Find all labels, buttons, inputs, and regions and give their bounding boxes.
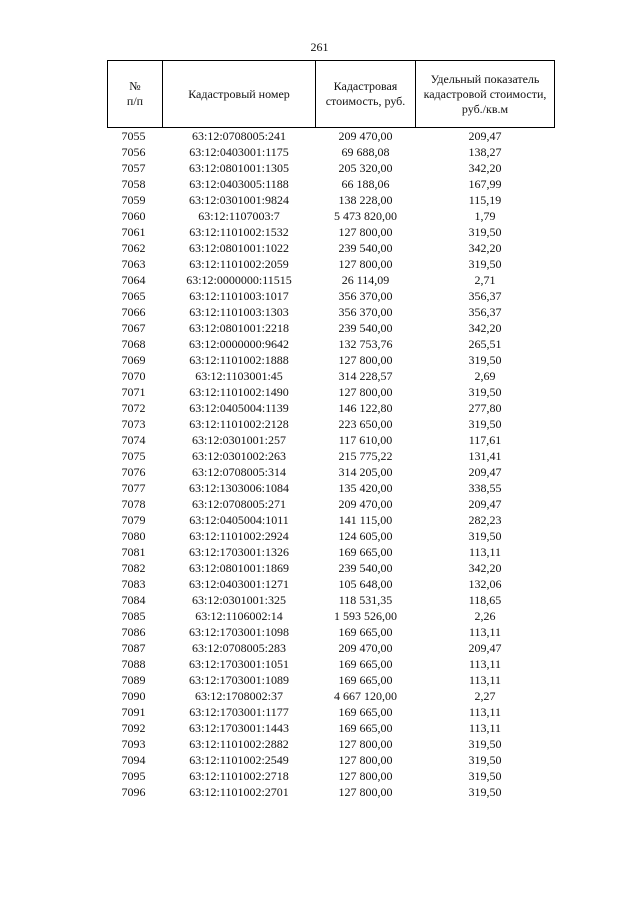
table-row xyxy=(108,624,555,640)
cadastral-number: 63:12:1703001:1089 xyxy=(188,673,289,687)
row-number: 7087 xyxy=(121,641,146,655)
table-row xyxy=(108,576,555,592)
cadastral-number: 63:12:0403005:1188 xyxy=(189,177,289,191)
cadastral-number: 63:12:1703001:1177 xyxy=(189,705,289,719)
cadastral-value: 169 665,00 xyxy=(338,625,393,639)
cadastral-value: 239 540,00 xyxy=(338,321,393,335)
row-number: 7084 xyxy=(121,593,146,607)
cadastral-value: 127 800,00 xyxy=(338,225,393,239)
table-row xyxy=(108,528,555,544)
table-row xyxy=(108,512,555,528)
table-row xyxy=(108,144,555,160)
cadastral-value: 127 800,00 xyxy=(338,257,393,271)
specific-indicator: 319,50 xyxy=(468,417,502,431)
cadastral-number: 63:12:1101002:2059 xyxy=(189,257,289,271)
cadastral-number: 63:12:1101002:2549 xyxy=(189,753,289,767)
cadastral-value: 141 115,00 xyxy=(338,513,393,527)
specific-indicator: 167,99 xyxy=(468,177,502,191)
specific-indicator: 132,06 xyxy=(468,577,502,591)
cadastral-number: 63:12:0405004:1011 xyxy=(189,513,289,527)
cadastral-number: 63:12:1106002:14 xyxy=(195,609,283,623)
cadastral-value: 4 667 120,00 xyxy=(334,689,397,703)
specific-indicator: 319,50 xyxy=(468,737,502,751)
table-row xyxy=(108,688,555,704)
cadastral-value: 1 593 526,00 xyxy=(334,609,397,623)
specific-indicator: 319,50 xyxy=(468,385,502,399)
specific-indicator: 319,50 xyxy=(468,257,502,271)
row-number: 7068 xyxy=(121,337,146,351)
specific-indicator: 113,11 xyxy=(468,705,502,719)
table-row xyxy=(108,368,555,384)
row-number: 7085 xyxy=(121,609,146,623)
table-row xyxy=(108,608,555,624)
cadastral-number: 63:12:0708005:241 xyxy=(191,129,286,143)
row-number: 7096 xyxy=(121,785,146,799)
cadastral-value: 314 205,00 xyxy=(338,465,393,479)
table-row xyxy=(108,672,555,688)
row-number: 7090 xyxy=(121,689,146,703)
table-row xyxy=(108,288,555,304)
specific-indicator: 319,50 xyxy=(468,785,502,799)
row-number: 7071 xyxy=(121,385,146,399)
row-number: 7076 xyxy=(121,465,146,479)
row-number: 7065 xyxy=(121,289,146,303)
header-num: № п/п xyxy=(108,61,163,128)
cadastral-number: 63:12:1303006:1084 xyxy=(188,481,289,495)
cadastral-value: 135 420,00 xyxy=(338,481,393,495)
cadastral-value: 66 188,06 xyxy=(341,177,390,191)
cadastral-value: 356 370,00 xyxy=(338,305,393,319)
specific-indicator: 319,50 xyxy=(468,353,502,367)
row-number: 7082 xyxy=(121,561,146,575)
cadastral-value: 118 531,35 xyxy=(338,593,393,607)
row-number: 7077 xyxy=(121,481,146,495)
page-number: 261 xyxy=(310,40,329,54)
table-row xyxy=(108,480,555,496)
cadastral-number: 63:12:0708005:314 xyxy=(191,465,286,479)
cadastral-number: 63:12:1103001:45 xyxy=(195,369,283,383)
cadastral-value: 5 473 820,00 xyxy=(334,209,397,223)
row-number: 7059 xyxy=(121,193,146,207)
cadastral-value: 169 665,00 xyxy=(338,545,393,559)
specific-indicator: 113,11 xyxy=(468,673,502,687)
cadastral-number: 63:12:0301001:325 xyxy=(191,593,286,607)
row-number: 7069 xyxy=(121,353,146,367)
cadastral-value: 239 540,00 xyxy=(338,241,393,255)
row-number: 7067 xyxy=(121,321,146,335)
row-number: 7088 xyxy=(121,657,146,671)
row-number: 7057 xyxy=(121,161,146,175)
cadastral-number: 63:12:0301001:9824 xyxy=(188,193,289,207)
row-number: 7066 xyxy=(121,305,146,319)
row-number: 7086 xyxy=(121,625,146,639)
cadastral-value: 127 800,00 xyxy=(338,785,393,799)
cadastral-value: 356 370,00 xyxy=(338,289,393,303)
cadastral-number: 63:12:1703001:1098 xyxy=(188,625,289,639)
row-number: 7075 xyxy=(121,449,146,463)
specific-indicator: 277,80 xyxy=(468,401,502,415)
specific-indicator: 2,71 xyxy=(474,273,496,287)
cadastral-value: 26 114,09 xyxy=(341,273,390,287)
specific-indicator: 265,51 xyxy=(468,337,502,351)
cadastral-value: 124 605,00 xyxy=(338,529,393,543)
table-row xyxy=(108,320,555,336)
table-row xyxy=(108,160,555,176)
cadastral-value: 127 800,00 xyxy=(338,737,393,751)
cadastral-number: 63:12:0000000:9642 xyxy=(188,337,289,351)
cadastral-number: 63:12:1703001:1051 xyxy=(188,657,289,671)
table-row xyxy=(108,560,555,576)
cadastral-number: 63:12:1101002:1888 xyxy=(189,353,289,367)
cadastral-value: 205 320,00 xyxy=(338,161,393,175)
table-row xyxy=(108,768,555,784)
cadastral-number: 63:12:1703001:1443 xyxy=(188,721,289,735)
table-row xyxy=(108,304,555,320)
row-number: 7072 xyxy=(121,401,146,415)
table-row xyxy=(108,784,555,800)
cadastral-number: 63:12:0801001:2218 xyxy=(188,321,289,335)
row-number: 7083 xyxy=(121,577,146,591)
specific-indicator: 342,20 xyxy=(468,241,502,255)
row-number: 7073 xyxy=(121,417,146,431)
table-row xyxy=(108,128,555,145)
specific-indicator: 113,11 xyxy=(468,721,502,735)
cadastral-value: 117 610,00 xyxy=(338,433,393,447)
specific-indicator: 2,26 xyxy=(474,609,496,623)
cadastral-number: 63:12:1703001:1326 xyxy=(188,545,289,559)
specific-indicator: 342,20 xyxy=(468,321,502,335)
cadastral-value: 105 648,00 xyxy=(338,577,393,591)
row-number: 7095 xyxy=(121,769,146,783)
cadastral-value: 239 540,00 xyxy=(338,561,393,575)
specific-indicator: 319,50 xyxy=(468,225,502,239)
table-body xyxy=(108,128,555,801)
table-row xyxy=(108,720,555,736)
cadastral-value: 69 688,08 xyxy=(341,145,390,159)
specific-indicator: 115,19 xyxy=(468,193,502,207)
specific-indicator: 342,20 xyxy=(468,561,502,575)
cadastral-number: 63:12:0403001:1271 xyxy=(188,577,289,591)
cadastral-value: 146 122,80 xyxy=(338,401,393,415)
header-cadastral-value: Кадастровая стоимость, руб. xyxy=(316,61,416,128)
cadastral-value: 169 665,00 xyxy=(338,657,393,671)
row-number: 7080 xyxy=(121,529,146,543)
specific-indicator: 338,55 xyxy=(468,481,502,495)
table-row xyxy=(108,240,555,256)
table-row xyxy=(108,640,555,656)
cadastral-number: 63:12:0801001:1022 xyxy=(188,241,289,255)
cadastral-number: 63:12:1101002:1532 xyxy=(189,225,289,239)
specific-indicator: 356,37 xyxy=(468,305,502,319)
cadastral-number: 63:12:1101002:2701 xyxy=(189,785,289,799)
cadastral-number: 63:12:1101002:2882 xyxy=(189,737,289,751)
specific-indicator: 2,69 xyxy=(474,369,496,383)
specific-indicator: 131,41 xyxy=(468,449,502,463)
table-row xyxy=(108,336,555,352)
specific-indicator: 113,11 xyxy=(468,545,502,559)
cadastral-value: 223 650,00 xyxy=(338,417,393,431)
cadastral-value: 215 775,22 xyxy=(338,449,393,463)
table-row xyxy=(108,352,555,368)
specific-indicator: 319,50 xyxy=(468,769,502,783)
table-row xyxy=(108,400,555,416)
specific-indicator: 319,50 xyxy=(468,753,502,767)
table-row xyxy=(108,496,555,512)
cadastral-value: 127 800,00 xyxy=(338,769,393,783)
cadastral-value: 132 753,76 xyxy=(338,337,393,351)
cadastral-number: 63:12:0403001:1175 xyxy=(189,145,289,159)
table-row xyxy=(108,592,555,608)
table-row xyxy=(108,384,555,400)
cadastral-number: 63:12:0801001:1305 xyxy=(188,161,289,175)
cadastral-number: 63:12:1101003:1303 xyxy=(189,305,289,319)
specific-indicator: 209,47 xyxy=(468,497,502,511)
cadastral-value: 314 228,57 xyxy=(338,369,393,383)
row-number: 7055 xyxy=(121,129,146,143)
table-row xyxy=(108,272,555,288)
specific-indicator: 2,27 xyxy=(474,689,496,703)
table-row xyxy=(108,416,555,432)
cadastral-number: 63:12:1708002:37 xyxy=(194,689,283,703)
cadastral-value: 127 800,00 xyxy=(338,353,393,367)
table-row xyxy=(108,256,555,272)
specific-indicator: 356,37 xyxy=(468,289,502,303)
specific-indicator: 1,79 xyxy=(474,209,496,223)
header-cadastral-number: Кадастровый номер xyxy=(163,61,316,128)
cadastral-value: 138 228,00 xyxy=(338,193,393,207)
cadastral-value: 209 470,00 xyxy=(338,129,393,143)
table-row xyxy=(108,432,555,448)
cadastral-number: 63:12:1101002:1490 xyxy=(189,385,289,399)
table-row xyxy=(108,224,555,240)
table-row xyxy=(108,192,555,208)
specific-indicator: 319,50 xyxy=(468,529,502,543)
table-row xyxy=(108,704,555,720)
row-number: 7093 xyxy=(121,737,146,751)
specific-indicator: 342,20 xyxy=(468,161,502,175)
table-row xyxy=(108,736,555,752)
table-row xyxy=(108,544,555,560)
row-number: 7091 xyxy=(121,705,146,719)
specific-indicator: 118,65 xyxy=(468,593,502,607)
header-specific-indicator: Удельный показатель кадастровой стоимости, руб./кв.м xyxy=(416,61,555,128)
cadastral-number: 63:12:1101002:2924 xyxy=(189,529,289,543)
row-number: 7062 xyxy=(121,241,146,255)
cadastral-number: 63:12:0801001:1869 xyxy=(188,561,289,575)
cadastral-number: 63:12:0405004:1139 xyxy=(189,401,289,415)
specific-indicator: 138,27 xyxy=(468,145,502,159)
specific-indicator: 209,47 xyxy=(468,641,502,655)
table-row xyxy=(108,656,555,672)
table-row xyxy=(108,176,555,192)
row-number: 7064 xyxy=(121,273,146,287)
cadastral-number: 63:12:0000000:11515 xyxy=(186,273,292,287)
cadastral-number: 63:12:0301002:263 xyxy=(191,449,286,463)
specific-indicator: 209,47 xyxy=(468,129,502,143)
table-header-row xyxy=(108,61,555,128)
row-number: 7089 xyxy=(121,673,146,687)
cadastral-number: 63:12:1101002:2718 xyxy=(189,769,289,783)
cadastral-number: 63:12:1101003:1017 xyxy=(189,289,289,303)
row-number: 7056 xyxy=(121,145,146,159)
row-number: 7058 xyxy=(121,177,146,191)
specific-indicator: 113,11 xyxy=(468,657,502,671)
row-number: 7079 xyxy=(121,513,146,527)
cadastral-value: 127 800,00 xyxy=(338,753,393,767)
specific-indicator: 282,23 xyxy=(468,513,502,527)
row-number: 7060 xyxy=(121,209,146,223)
specific-indicator: 117,61 xyxy=(468,433,502,447)
specific-indicator: 113,11 xyxy=(468,625,502,639)
row-number: 7061 xyxy=(121,225,146,239)
cadastral-value: 169 665,00 xyxy=(338,721,393,735)
cadastral-value: 169 665,00 xyxy=(338,673,393,687)
cadastral-value-table xyxy=(107,60,555,800)
cadastral-number: 63:12:0708005:283 xyxy=(191,641,286,655)
cadastral-number: 63:12:1107003:7 xyxy=(198,209,280,223)
row-number: 7092 xyxy=(121,721,146,735)
row-number: 7074 xyxy=(121,433,146,447)
cadastral-value: 169 665,00 xyxy=(338,705,393,719)
table-row xyxy=(108,464,555,480)
row-number: 7063 xyxy=(121,257,146,271)
row-number: 7094 xyxy=(121,753,146,767)
cadastral-number: 63:12:0301001:257 xyxy=(191,433,286,447)
row-number: 7078 xyxy=(121,497,146,511)
cadastral-value: 209 470,00 xyxy=(338,497,393,511)
row-number: 7081 xyxy=(121,545,146,559)
table-row xyxy=(108,208,555,224)
cadastral-number: 63:12:0708005:271 xyxy=(191,497,286,511)
cadastral-value: 209 470,00 xyxy=(338,641,393,655)
specific-indicator: 209,47 xyxy=(468,465,502,479)
row-number: 7070 xyxy=(121,369,146,383)
cadastral-number: 63:12:1101002:2128 xyxy=(189,417,289,431)
cadastral-value: 127 800,00 xyxy=(338,385,393,399)
table-row xyxy=(108,448,555,464)
table-row xyxy=(108,752,555,768)
